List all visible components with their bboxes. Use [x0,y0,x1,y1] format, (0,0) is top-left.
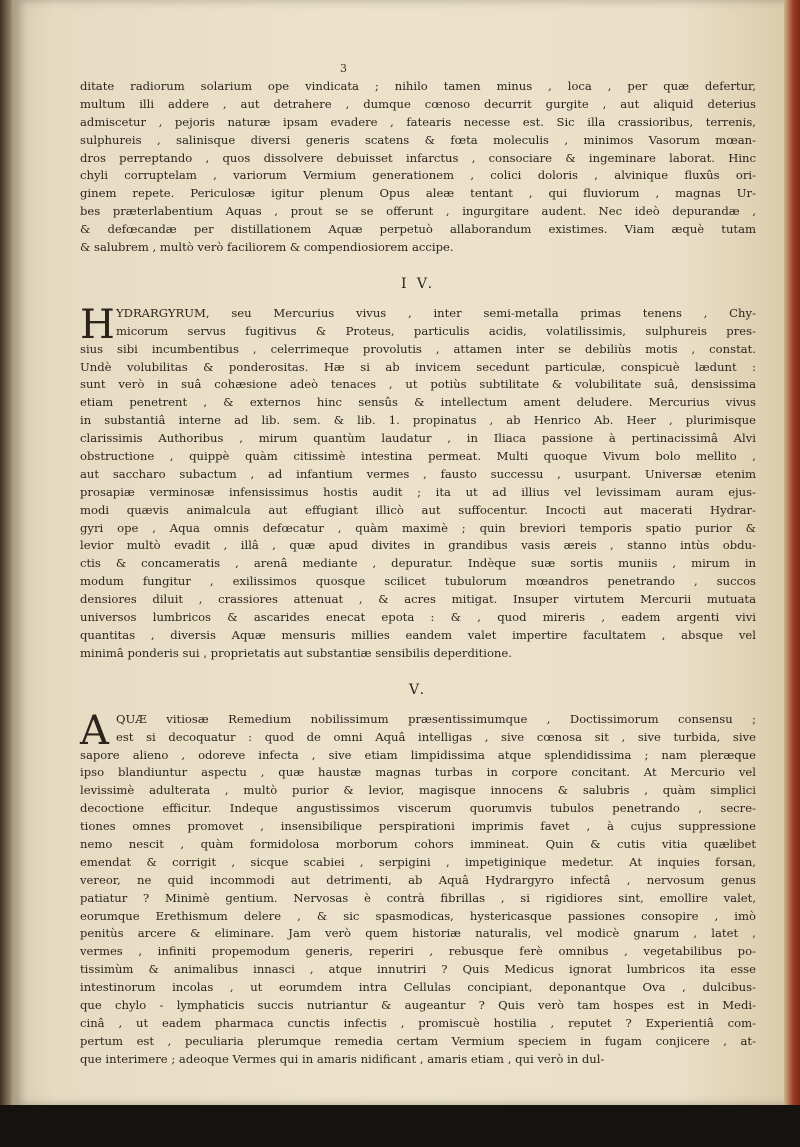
text-line: & salubrem , multò verò faciliorem & compendiosiorem accipe. [80,240,454,255]
page-edge-right [784,0,800,1105]
text-line: cinâ , ut eadem pharmaca cunctis infectis , promiscuè hostilia , reputet ? Experientiâ com- [80,1015,756,1030]
text-line: sunt verò in suâ cohæsione adeò tenaces , ut potiùs subtilitate & volubilitate suâ, densissima [80,377,756,392]
text-line: prosapiæ verminosæ infensissimus hostis audit ; ita ut ad illius vel levissimam auram ejus- [80,484,756,499]
text-line: quantitas , diversis Aquæ mensuris millies eandem valet impertire facultatem , absque vel [80,627,756,642]
book-page [14,0,800,1105]
paragraph [80,301,756,663]
text-line: multum illi addere , aut detrahere , dumque cœnoso decurrit gurgite , aut aliquid deterius [80,96,756,111]
paragraph [80,707,756,1069]
text-line: sius sibi incumbentibus , celerrimeque provolutis , attamen inter se debiliùs motis , constat. [80,341,756,356]
drop-cap: A [80,707,109,754]
text-line: ctis & concameratis , arenâ mediante , depuratur. Indèque suæ sortis muniis , mirum in [80,556,756,571]
text-line: chyli corruptelam , variorum Vermium generationem , colici doloris , alvinique fluxûs ori- [80,168,756,183]
text-line: intestinorum incolas , ut eorumdem intra Cellulas concipiant, deponantque Ova , dulcibus- [80,980,756,995]
text-line: que interimere ; adeoque Vermes qui in amaris nidificant , amaris etiam , qui verò in dul- [80,1051,605,1066]
text-line: tissimùm & animalibus innasci , atque innutriri ? Quis Medicus ignorat lumbricos ita esse [80,962,756,977]
text-line: & defœcandæ per distillationem Aquæ perpetuò allaborandum existimes. Viam æquè tutam [80,222,756,237]
text-line: in substantiâ interne ad lib. sem. & lib. 1. propinatus , ab Henrico Ab. Heer , plurimisque [80,413,756,428]
text-line: dros perreptando , quos dissolvere debuisset infarctus , consociare & ingeminare laborat. Hinc [80,150,756,165]
text-line: decoctione efficitur. Indeque angustissimos viscerum quorumvis tubulos penetrando , secre- [80,801,756,816]
text-line: clarissimis Authoribus , mirum quantùm laudatur , in Iliaca passione à pertinacissimâ Alvi [80,431,756,446]
text-line: sapore alieno , odoreve infecta , sive etiam limpidissima atque splendidissima ; nam pleræque [80,747,756,762]
page-text [80,78,756,1069]
section-heading: I V. [400,275,436,292]
text-line: minimâ ponderis sui , proprietatis aut substantiæ sensibilis deperditione. [80,645,512,660]
text-line: densiores diluit , crassiores attenuat , & acres mitigat. Insuper virtutem Mercurii mutuata [80,592,756,607]
text-line: vermes , infiniti propemodum generis, reperiri , rebusque ferè omnibus , vegetabilibus po- [80,944,756,959]
text-line: gyri ope , Aqua omnis defœcatur , quàm maximè ; quin breviori temporis spatio purior & [80,520,756,535]
paragraph [80,78,756,257]
text-line: penitùs arcere & eliminare. Jam verò quem historiæ naturalis, vel modicè gnarum , latet , [80,926,756,941]
section-gap [80,257,756,265]
book-spine-edge [0,0,14,1147]
text-line: vereor, ne quid incommodi aut detrimenti, ab Aquâ Hydrargyro infectâ , nervosum genus [80,872,756,887]
text-line: ipso blandiuntur aspectu , quæ haustæ magnas turbas in corpore concitant. At Mercurio vel [80,765,756,780]
text-line: nemo nescit , quàm formidolosa morborum cohors immineat. Quin & cutis vitia quælibet [80,836,756,851]
text-line: ginem repete. Periculosæ igitur plenum Opus aleæ tentant , qui fluviorum , magnas Ur- [80,186,756,201]
text-line: eorumque Erethismum delere , & sic spasmodicas, hystericasque passiones consopire , imò [80,908,756,923]
text-line: levior multò evadit , illâ , quæ apud divites in grandibus vasis æreis , stanno intùs obdu- [80,538,756,553]
text-line: modum fungitur , exilissimos quosque scilicet tubulorum mœandros penetrando , succos [80,574,756,589]
section-heading: V. [408,681,428,698]
text-line: universos lumbricos & ascarides enecat epota : & , quod mireris , eadem argenti vivi [80,610,756,625]
text-line: ditate radiorum solarium ope vindicata ; nihilo tamen minus , loca , per quæ defertur, [80,79,756,93]
text-line: que chylo - lymphaticis succis nutriantur & augeantur ? Quis verò tam hospes est in Medi- [80,997,756,1012]
text-line: emendat & corrigit , sicque scabiei , serpigini , impetiginique medetur. At inquies forsan, [80,854,756,869]
text-line: admiscetur , pejoris naturæ ipsam evadere , fatearis necesse est. Sic illa crassioribus, terrenis, [80,114,756,129]
text-line: levissimè adulterata , multò purior & levior, magisque innocens & salubris , quàm simplici [80,783,756,798]
text-line: micorum servus fugitivus & Proteus, particulis acidis, volatilissimis, sulphureis pres- [116,323,756,338]
scan-background [0,1105,800,1147]
text-line: modi quævis animalcula aut effugiant illicò aut suffocentur. Incocti aut macerati Hydrar- [80,502,756,517]
drop-cap: H [80,301,115,348]
section-gap [80,663,756,671]
text-line: sulphureis , salinisque diversi generis scatens & fœta moleculis , minimos Vasorum mœan- [80,132,756,147]
text-line: est si decoquatur : quod de omni Aquâ intelligas , sive cœnosa sit , sive turbida, sive [116,729,756,744]
text-line: obstructione , quippè quàm citissimè intestina permeat. Multi quoque Vivum bolo mellito , [80,449,756,464]
page-number: 3 [340,62,347,75]
text-line: tiones omnes promovet , insensibilique perspirationi imprimis favet , à cujus suppressione [80,819,756,834]
text-line: YDRARGYRUM, seu Mercurius vivus , inter semi-metalla primas tenens , Chy- [116,305,756,320]
text-line: Undè volubilitas & ponderositas. Hæ si ab invicem secedunt particulæ, conspicuè lædunt : [80,359,756,374]
text-line: bes præterlabentium Aquas , prout se se offerunt , ingurgitare audent. Nec ideò depurandæ , [80,204,756,219]
text-line: pertum est , peculiaria plerumque remedia certam Vermium speciem in fugam conjicere , at- [80,1033,756,1048]
text-line: etiam penetrent , & externos hinc sensûs & intellectum ament deludere. Mercurius vivus [80,395,756,410]
text-line: aut saccharo subactum , ad infantium vermes , fausto successu , usurpant. Universæ etenim [80,466,756,481]
text-line: QUÆ vitiosæ Remedium nobilissimum præsentissimumque , Doctissimorum consensu ; [116,711,756,726]
text-line: patiatur ? Minimè gentium. Nervosas è contrà fibrillas , si rigidiores sint, emollire valet, [80,890,756,905]
